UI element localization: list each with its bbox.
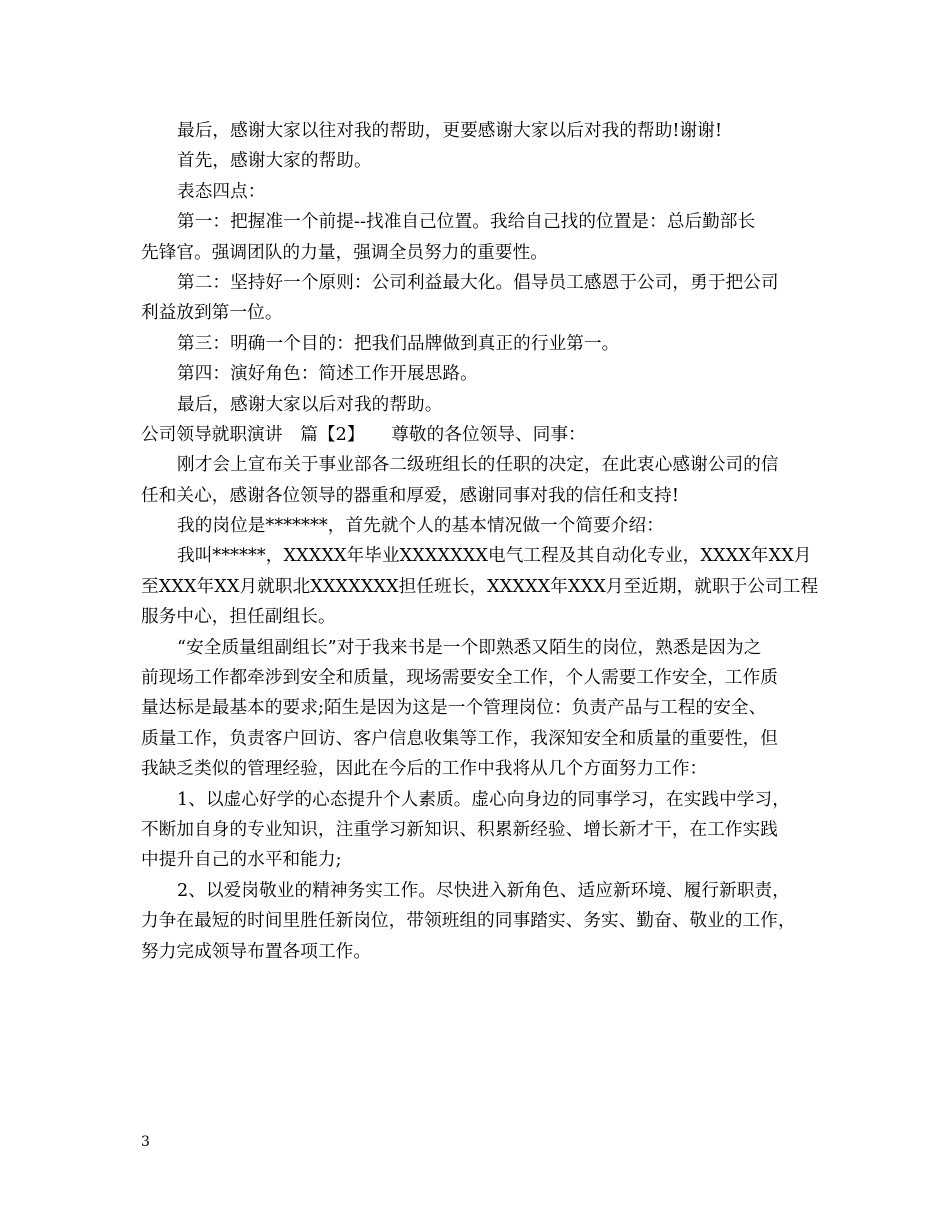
text-line: 第二：坚持好一个原则：公司利益最大化。倡导员工感恩于公司，勇于把公司 — [177, 272, 779, 293]
text-line: 最后，感谢大家以往对我的帮助，更要感谢大家以后对我的帮助!谢谢! — [177, 121, 723, 141]
paragraph — [141, 633, 813, 785]
text-line: 我缺乏类似的管理经验，因此在今后的工作中我将从几个方面努力工作： — [141, 759, 708, 780]
paragraph — [141, 177, 813, 207]
text-line: 不断加自身的专业知识，注重学习新知识、积累新经验、增长新才干，在工作实践 — [141, 819, 778, 840]
paragraph — [141, 876, 813, 967]
text-line: 表态四点： — [177, 181, 266, 202]
text-line: 2、以爱岗敬业的精神务实工作。尽快进入新角色、适应新环境、履行新职责， — [177, 880, 790, 901]
paragraph — [141, 390, 813, 420]
paragraph — [141, 146, 813, 176]
text-line: 我的岗位是*******，首先就个人的基本情况做一个简要介绍： — [177, 516, 664, 537]
paragraph — [141, 785, 813, 876]
paragraph — [141, 450, 813, 511]
text-line: 中提升自己的水平和能力; — [141, 850, 342, 871]
text-line: 公司领导就职演讲 篇【2】 尊敬的各位领导、同事： — [141, 424, 586, 445]
text-line: 第四：演好角色：简述工作开展思路。 — [177, 364, 478, 385]
paragraph — [141, 207, 813, 268]
text-line: “安全质量组副组长”对于我来书是一个即熟悉又陌生的岗位，熟悉是因为之 — [177, 637, 762, 658]
text-line: 质量工作，负责客户回访、客户信息收集等工作，我深知安全和质量的重要性，但 — [141, 728, 778, 749]
text-line: 力争在最短的时间里胜任新岗位，带领班组的同事踏实、务实、勤奋、敬业的工作， — [141, 911, 796, 932]
page-number: 3 — [141, 1134, 150, 1150]
text-line: 努力完成领导布置各项工作。 — [141, 941, 372, 962]
paragraph — [141, 511, 813, 541]
text-line: 服务中心，担任副组长。 — [141, 607, 336, 628]
text-line: 首先，感谢大家的帮助。 — [177, 151, 372, 172]
text-line: 利益放到第一位。 — [141, 303, 283, 324]
paragraph — [141, 541, 819, 632]
paragraph — [141, 359, 813, 389]
text-line: 我叫******，XXXXX年毕业XXXXXXX电气工程及其自动化专业，XXXX年XX月 — [177, 546, 812, 567]
text-line: 第三：明确一个目的：把我们品牌做到真正的行业第一。 — [177, 333, 620, 354]
text-line: 量达标是最基本的要求;陌生是因为这是一个管理岗位：负责产品与工程的安全、 — [141, 698, 767, 719]
text-line: 刚才会上宣布关于事业部各二级班组长的任职的决定，在此衷心感谢公司的信 — [177, 455, 779, 476]
paragraph — [141, 268, 813, 329]
document-body — [141, 116, 819, 967]
text-line: 第一：把握准一个前提--找准自己位置。我给自己找的位置是：总后勤部长 — [177, 212, 756, 233]
paragraph — [141, 116, 813, 146]
text-line: 1、以虚心好学的心态提升个人素质。虚心向身边的同事学习，在实践中学习， — [177, 789, 790, 810]
text-line: 前现场工作都牵涉到安全和质量，现场需要安全工作，个人需要工作安全，工作质 — [141, 668, 778, 689]
text-line: 最后，感谢大家以后对我的帮助。 — [177, 394, 443, 415]
section-heading — [141, 420, 813, 450]
text-line: 先锋官。强调团队的力量，强调全员努力的重要性。 — [141, 242, 548, 263]
paragraph — [141, 329, 813, 359]
text-line: 任和关心，感谢各位领导的器重和厚爱，感谢同事对我的信任和支持! — [141, 485, 679, 506]
text-line: 至XXX年XX月就职北XXXXXXX担任班长，XXXXX年XXX月至近期，就职于公司工程 — [141, 576, 819, 597]
